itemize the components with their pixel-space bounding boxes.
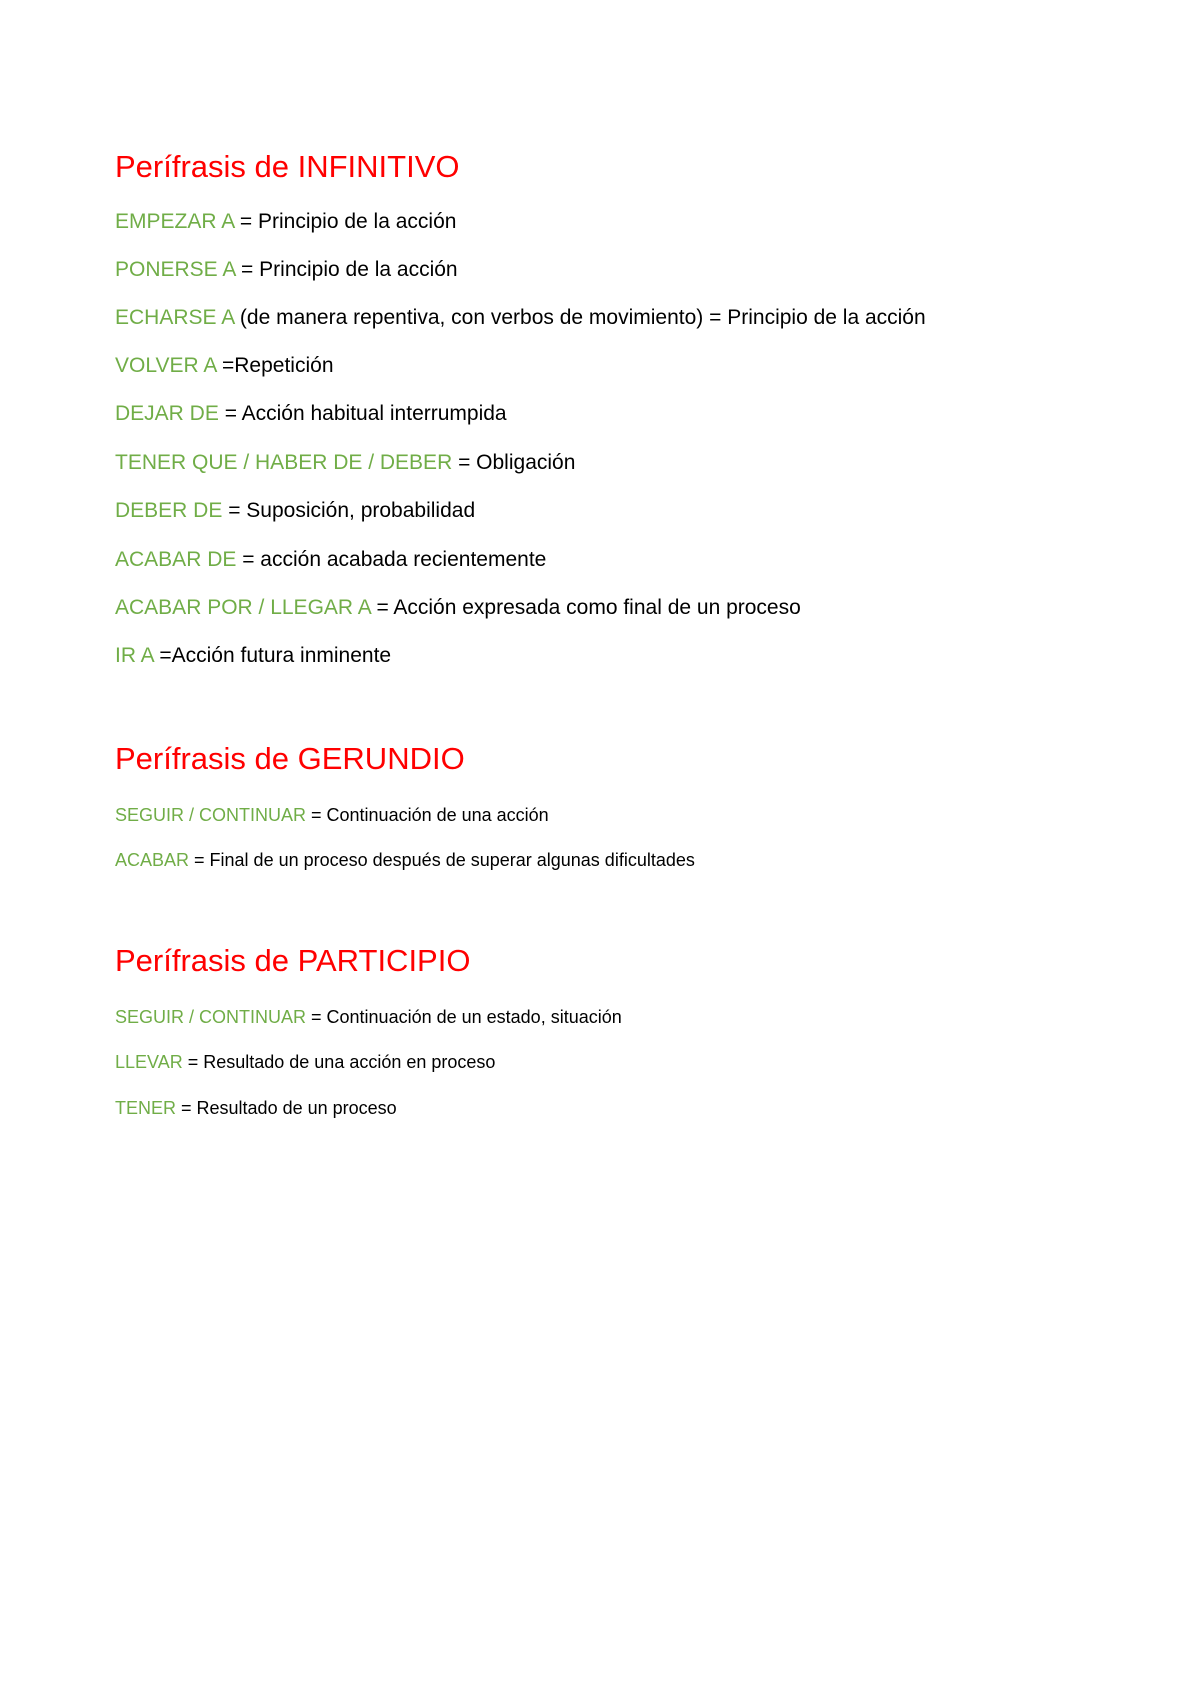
list-item [115,450,575,476]
term: ECHARSE A [115,306,235,329]
list-item [115,547,546,573]
list-item [115,401,507,427]
heading-infinitivo: Perífrasis de INFINITIVO [115,149,460,184]
definition: = Resultado de un proceso [176,1098,397,1118]
list-item [115,305,926,331]
term: VOLVER A [115,354,217,377]
list-item [115,1051,495,1073]
term: PONERSE A [115,258,236,281]
term: ACABAR POR / LLEGAR A [115,596,371,619]
definition: = Continuación de un estado, situación [306,1007,622,1027]
term: EMPEZAR A [115,210,235,233]
definition: = Obligación [452,451,576,474]
definition: (de manera repentiva, con verbos de movimiento) = Principio de la acción [234,306,926,329]
definition: = Continuación de una acción [306,805,549,825]
term: ACABAR [115,850,190,870]
list-item [115,257,458,283]
list-item [115,498,475,524]
list-item [115,643,391,669]
definition: = Resultado de una acción en proceso [182,1052,496,1072]
term: DEBER DE [115,499,223,522]
definition: = Acción expresada como final de un proceso [370,596,801,619]
definition: = Suposición, probabilidad [222,499,476,522]
list-item [115,209,456,235]
term: TENER QUE / HABER DE / DEBER [115,451,453,474]
term: TENER [115,1098,177,1118]
heading-participio: Perífrasis de PARTICIPIO [115,943,471,978]
term: LLEVAR [115,1052,183,1072]
term: SEGUIR / CONTINUAR [115,805,307,825]
list-item [115,353,334,379]
definition: = Principio de la acción [235,258,458,281]
definition: =Repetición [216,354,334,377]
list-item [115,595,801,621]
definition: = Final de un proceso después de superar algunas dificultades [189,850,695,870]
list-item [115,1097,397,1119]
list-item [115,804,549,826]
definition: = Acción habitual interrumpida [218,402,507,425]
definition: = acción acabada recientemente [236,548,547,571]
term: SEGUIR / CONTINUAR [115,1007,307,1027]
definition: = Principio de la acción [234,210,457,233]
term: IR A [115,644,154,667]
list-item [115,849,695,871]
definition: =Acción futura inminente [153,644,392,667]
term: DEJAR DE [115,402,219,425]
list-item [115,1006,622,1028]
term: ACABAR DE [115,548,237,571]
heading-gerundio: Perífrasis de GERUNDIO [115,741,465,776]
